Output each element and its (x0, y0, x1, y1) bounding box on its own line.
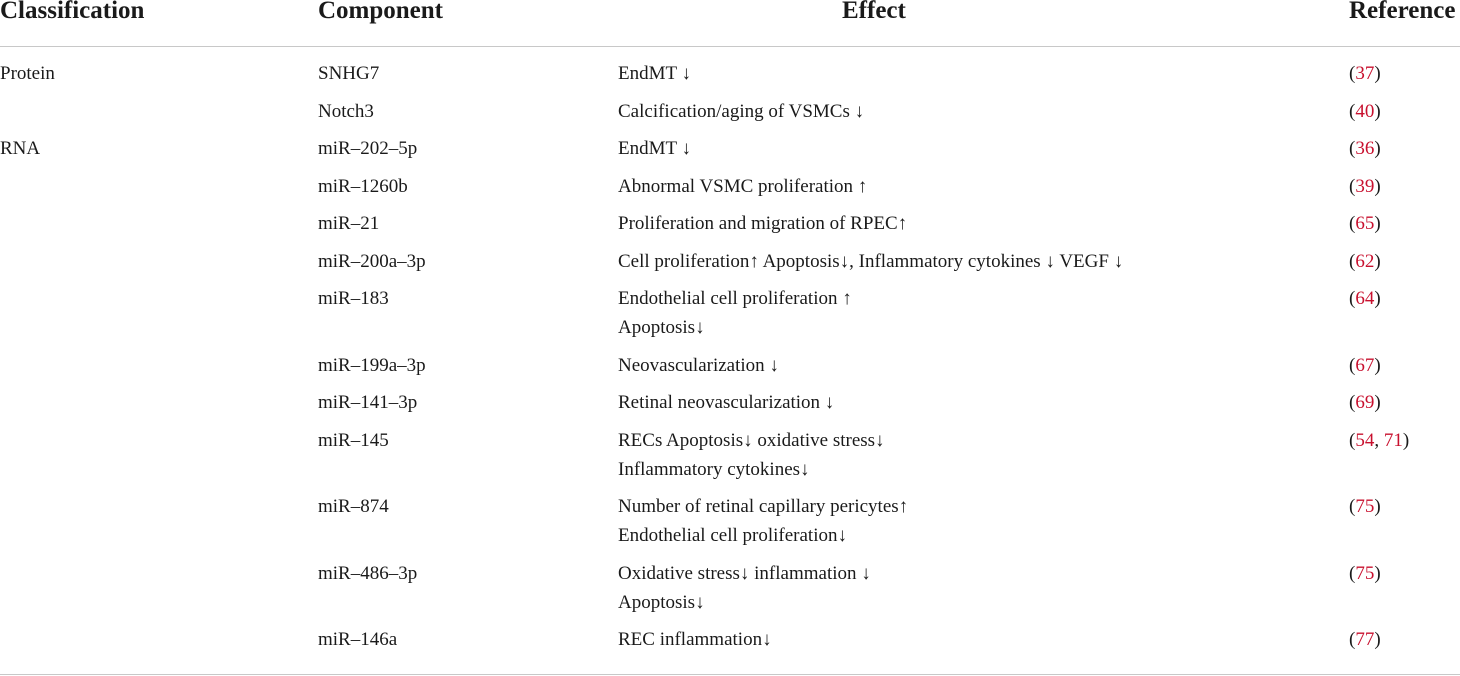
effect-line: Cell proliferation↑ Apoptosis↓, Inflammatory cytokines ↓ VEGF ↓ (618, 250, 1124, 272)
table-row (0, 209, 1460, 247)
header-reference: Reference (1349, 0, 1456, 24)
table-row (0, 134, 1460, 172)
cell-effect (618, 492, 908, 550)
cell-reference: (65) (1349, 213, 1381, 234)
table-row (0, 247, 1460, 285)
effect-line: Endothelial cell proliferation ↑ (618, 288, 852, 309)
table-row (0, 625, 1460, 663)
cell-component: miR–1260b (318, 175, 408, 197)
cell-reference: (54, 71) (1349, 429, 1410, 451)
reference-link[interactable]: 54 (1355, 429, 1375, 451)
cell-effect (618, 172, 867, 201)
effect-line: RECs Apoptosis↓ oxidative stress↓ (618, 429, 885, 451)
header-effect: Effect (842, 0, 906, 24)
cell-reference: (36) (1349, 138, 1381, 159)
reference-link[interactable]: 75 (1355, 562, 1375, 584)
effect-line: Neovascularization ↓ (618, 354, 779, 376)
cell-effect (618, 209, 907, 238)
table-row (0, 59, 1460, 97)
cell-effect (618, 426, 885, 484)
table-body (0, 59, 1460, 663)
reference-link[interactable]: 40 (1355, 100, 1375, 122)
cell-reference: (39) (1349, 175, 1381, 197)
cell-component: miR–199a–3p (318, 354, 426, 376)
effect-line: Inflammatory cytokines↓ (618, 458, 810, 480)
cell-component: miR–21 (318, 213, 380, 234)
table-row (0, 284, 1460, 351)
effect-line: Retinal neovascularization ↓ (618, 392, 835, 413)
effect-line: EndMT ↓ (618, 63, 692, 84)
table-bottom-rule (0, 674, 1460, 675)
reference-link[interactable]: 67 (1355, 354, 1375, 376)
cell-reference: (75) (1349, 562, 1381, 584)
effect-line: Proliferation and migration of RPEC↑ (618, 213, 908, 234)
cell-component: miR–486–3p (318, 562, 418, 584)
effect-line: Calcification/aging of VSMCs ↓ (618, 100, 865, 122)
effect-line: Oxidative stress↓ inflammation ↓ (618, 562, 871, 584)
reference-link[interactable]: 69 (1355, 392, 1375, 413)
effect-line: Number of retinal capillary pericytes↑ (618, 496, 909, 517)
reference-link[interactable]: 39 (1355, 175, 1375, 197)
cell-reference: (37) (1349, 63, 1381, 84)
reference-link[interactable]: 64 (1355, 288, 1375, 309)
cell-effect (618, 625, 772, 654)
cell-effect (618, 59, 691, 88)
cell-reference: (67) (1349, 354, 1381, 376)
cell-effect (618, 388, 834, 417)
cell-component: miR–146a (318, 629, 398, 650)
cell-classification: RNA (0, 138, 41, 159)
cell-component: Notch3 (318, 100, 374, 122)
reference-link[interactable]: 77 (1355, 629, 1375, 650)
cell-component: miR–874 (318, 496, 389, 517)
cell-classification: Protein (0, 63, 55, 84)
reference-link[interactable]: 75 (1355, 496, 1375, 517)
reference-link[interactable]: 65 (1355, 213, 1375, 234)
cell-component: miR–141–3p (318, 392, 418, 413)
table-row (0, 388, 1460, 426)
cell-effect (618, 284, 852, 342)
cell-effect (618, 351, 779, 380)
table-header (0, 0, 1460, 47)
cell-effect (618, 247, 1123, 276)
cell-component: miR–202–5p (318, 138, 418, 159)
cell-component: miR–183 (318, 288, 389, 309)
cell-component: miR–145 (318, 429, 389, 451)
table-row (0, 172, 1460, 210)
reference-link[interactable]: 36 (1355, 138, 1375, 159)
table-row (0, 97, 1460, 135)
header-component: Component (318, 0, 444, 24)
cell-effect (618, 97, 864, 126)
cell-reference: (77) (1349, 629, 1381, 650)
cell-reference: (75) (1349, 496, 1381, 517)
reference-link[interactable]: 37 (1355, 63, 1375, 84)
cell-reference: (40) (1349, 100, 1381, 122)
reference-link[interactable]: 62 (1355, 250, 1375, 272)
effect-line: Abnormal VSMC proliferation ↑ (618, 175, 868, 197)
reference-link[interactable]: 71 (1383, 429, 1403, 451)
cell-component: SNHG7 (318, 63, 380, 84)
table-row (0, 426, 1460, 493)
effect-line: Apoptosis↓ (618, 591, 705, 613)
table-row (0, 559, 1460, 626)
effect-line: Apoptosis↓ (618, 317, 705, 338)
cell-reference: (64) (1349, 288, 1381, 309)
effect-line: Endothelial cell proliferation↓ (618, 525, 847, 546)
cell-effect (618, 559, 871, 617)
cell-effect (618, 134, 691, 163)
table-row (0, 492, 1460, 559)
cell-component: miR–200a–3p (318, 250, 426, 272)
table-row (0, 351, 1460, 389)
cell-reference: (69) (1349, 392, 1381, 413)
effect-line: REC inflammation↓ (618, 629, 772, 650)
cell-reference: (62) (1349, 250, 1381, 272)
effect-line: EndMT ↓ (618, 138, 692, 159)
header-classification: Classification (0, 0, 145, 24)
